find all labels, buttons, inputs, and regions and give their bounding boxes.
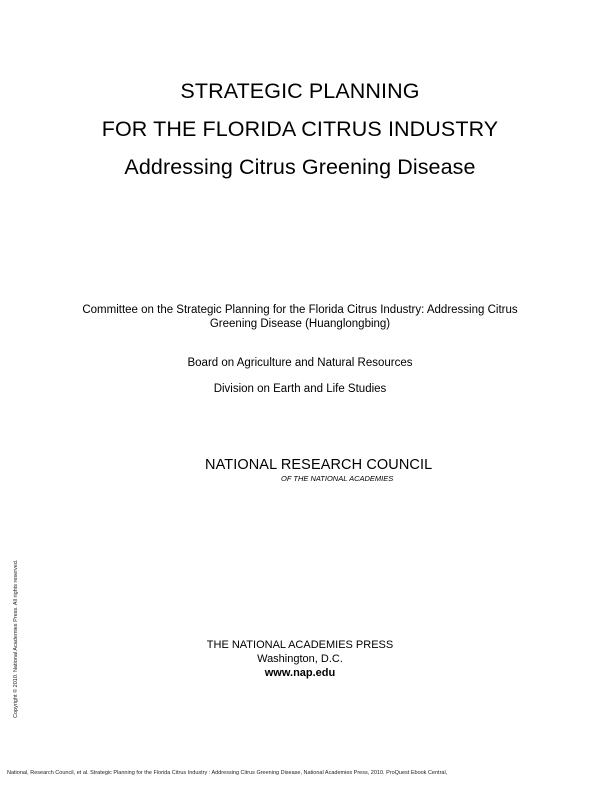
footer-citation: National, Research Council, et al. Strategic Planning for the Florida Citrus Industry : Addressing Citrus Greening Disease, National Academies Press, 2010. ProQuest Ebook Central,: [7, 770, 448, 776]
council-logo: [205, 456, 445, 483]
title-line-3: Addressing Citrus Greening Disease: [124, 155, 476, 179]
title-line-1: STRATEGIC PLANNING: [180, 79, 420, 103]
publisher-url: www.nap.edu: [264, 667, 336, 679]
publisher-block: [0, 638, 600, 680]
board-name: Board on Agriculture and Natural Resources: [187, 357, 413, 369]
division-name: Division on Earth and Life Studies: [213, 383, 387, 395]
council-name: NATIONAL RESEARCH COUNCIL: [205, 457, 433, 473]
committee-name: Committee on the Strategic Planning for the Florida Citrus Industry: Addressing Citrus Greening Disease (Huanglongbing): [82, 304, 518, 330]
title-line-2: FOR THE FLORIDA CITRUS INDUSTRY: [101, 117, 499, 141]
council-subtitle: OF THE NATIONAL ACADEMIES: [281, 474, 394, 483]
book-title: [0, 72, 600, 186]
publisher-city: Washington, D.C.: [257, 653, 343, 665]
copyright-notice: Copyright © 2010. National Academies Press. All rights reserved.: [13, 559, 19, 718]
publisher-name: THE NATIONAL ACADEMIES PRESS: [206, 639, 394, 651]
